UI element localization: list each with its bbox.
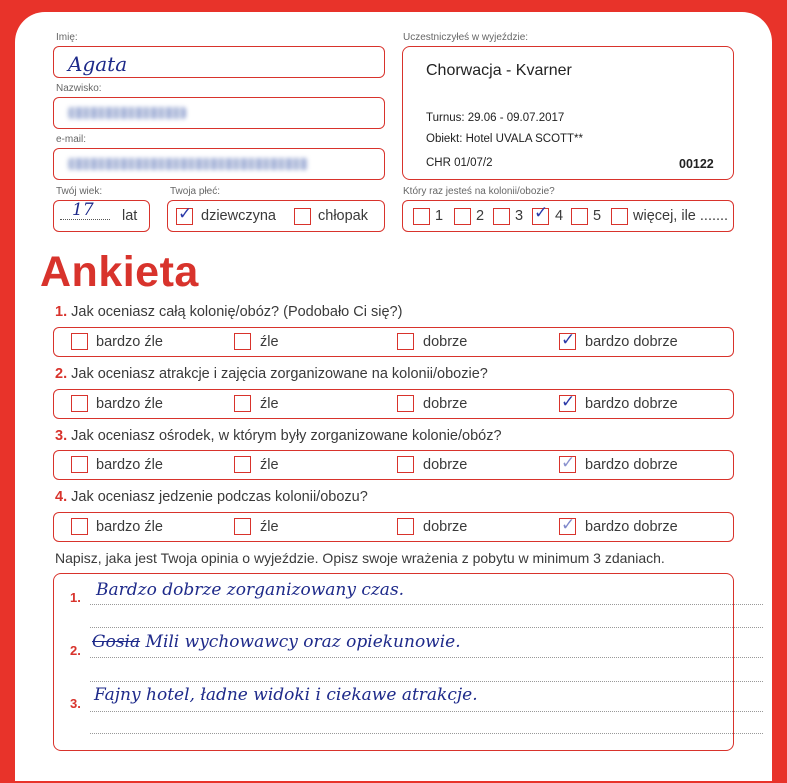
q4-option-good-checkbox[interactable] (397, 518, 414, 535)
opinion-line-1: Bardzo dobrze zorganizowany czas. (96, 580, 405, 600)
q3-option-good-label: dobrze (423, 457, 468, 473)
opinion-number-1: 1. (70, 590, 81, 605)
opinion-rule-3b (90, 733, 763, 734)
gender-label: Twoja płeć: (170, 186, 221, 197)
surname-redacted (68, 107, 186, 119)
times-3-checkbox[interactable] (493, 208, 510, 225)
q1-option-very-good-label: bardzo dobrze (585, 334, 678, 350)
opinion-prompt: Napisz, jaka jest Twoja opinia o wyjeździe. Opisz swoje wrażenia z pobytu w minimum 3 zdaniach. (55, 550, 665, 566)
q3-option-bad-checkbox[interactable] (234, 456, 251, 473)
trip-facility: Obiekt: Hotel UVALA SCOTT** (426, 133, 584, 145)
q3-option-bad-label: źle (260, 457, 279, 473)
q3-option-very-good-label: bardzo dobrze (585, 457, 678, 473)
name-value: Agata (68, 52, 128, 76)
q2-checkmark: ✓ (561, 392, 576, 412)
q4-option-bad-checkbox[interactable] (234, 518, 251, 535)
q1-option-very-bad-label: bardzo źle (96, 334, 163, 350)
times-label: Który raz jesteś na kolonii/obozie? (403, 186, 555, 197)
q4-option-good-label: dobrze (423, 519, 468, 535)
opinion-rule-2b (90, 681, 763, 682)
opinion-rule-1 (90, 604, 763, 605)
q4-checkmark: ✓ (561, 515, 576, 535)
q1-option-good-checkbox[interactable] (397, 333, 414, 350)
times-1-label: 1 (435, 208, 444, 224)
times-4-label: 4 (555, 208, 564, 224)
gender-boy-checkbox[interactable] (294, 208, 311, 225)
gender-boy-label: chłopak (318, 208, 368, 224)
email-redacted (68, 158, 308, 170)
opinion-line-2-struck: Gosia (92, 632, 141, 652)
times-5-checkbox[interactable] (571, 208, 588, 225)
q3-option-good-checkbox[interactable] (397, 456, 414, 473)
q4-option-very-bad-checkbox[interactable] (71, 518, 88, 535)
trip-term: Turnus: 29.06 - 09.07.2017 (426, 112, 565, 124)
gender-girl-checkmark: ✓ (178, 204, 193, 224)
age-label: Twój wiek: (56, 186, 103, 197)
trip-number: 00122 (679, 157, 714, 171)
q1-checkmark: ✓ (561, 330, 576, 350)
times-2-checkbox[interactable] (454, 208, 471, 225)
survey-title: Ankieta (40, 248, 199, 296)
age-value: 17 (72, 200, 94, 220)
opinion-line-2-text: Mili wychowawcy oraz opiekunowie. (145, 632, 461, 652)
question-4: 4. Jak oceniasz jedzenie podczas kolonii/obozu? (55, 489, 368, 505)
opinion-number-3: 3. (70, 696, 81, 711)
times-4-checkmark: ✓ (534, 203, 549, 223)
q2-option-bad-checkbox[interactable] (234, 395, 251, 412)
opinion-rule-2 (90, 657, 763, 658)
q2-option-very-bad-label: bardzo źle (96, 396, 163, 412)
opinion-line-3: Fajny hotel, ładne widoki i ciekawe atrakcje. (94, 685, 478, 705)
q2-option-good-checkbox[interactable] (397, 395, 414, 412)
q2-option-very-bad-checkbox[interactable] (71, 395, 88, 412)
email-label: e-mail: (56, 134, 87, 145)
question-1: 1. Jak oceniasz całą kolonię/obóz? (Podobało Ci się?) (55, 304, 403, 320)
opinion-rule-1b (90, 627, 763, 628)
times-more-label: więcej, ile ....... (633, 208, 729, 224)
trip-code: CHR 01/07/2 (426, 157, 493, 169)
q1-option-very-bad-checkbox[interactable] (71, 333, 88, 350)
opinion-number-2: 2. (70, 643, 81, 658)
q4-option-bad-label: źle (260, 519, 279, 535)
times-more-checkbox[interactable] (611, 208, 628, 225)
name-label: Imię: (56, 32, 78, 43)
q2-option-very-good-label: bardzo dobrze (585, 396, 678, 412)
q2-option-good-label: dobrze (423, 396, 468, 412)
times-3-label: 3 (515, 208, 524, 224)
q3-option-very-bad-checkbox[interactable] (71, 456, 88, 473)
q1-option-bad-label: źle (260, 334, 279, 350)
q3-option-very-bad-label: bardzo źle (96, 457, 163, 473)
q4-option-very-good-label: bardzo dobrze (585, 519, 678, 535)
q1-option-good-label: dobrze (423, 334, 468, 350)
q4-option-very-bad-label: bardzo źle (96, 519, 163, 535)
opinion-rule-3 (90, 711, 763, 712)
times-5-label: 5 (593, 208, 602, 224)
age-unit: lat (122, 208, 138, 224)
opinion-line-2 (92, 632, 461, 652)
trip-label: Uczestniczyłeś w wyjeździe: (403, 32, 529, 43)
gender-girl-label: dziewczyna (201, 208, 276, 224)
q2-option-bad-label: źle (260, 396, 279, 412)
q3-checkmark: ✓ (561, 453, 576, 473)
trip-destination: Chorwacja - Kvarner (426, 62, 572, 79)
times-1-checkbox[interactable] (413, 208, 430, 225)
question-3: 3. Jak oceniasz ośrodek, w którym były zorganizowane kolonie/obóz? (55, 428, 502, 444)
q1-option-bad-checkbox[interactable] (234, 333, 251, 350)
times-2-label: 2 (476, 208, 485, 224)
surname-label: Nazwisko: (56, 83, 102, 94)
question-2: 2. Jak oceniasz atrakcje i zajęcia zorganizowane na kolonii/obozie? (55, 366, 488, 382)
